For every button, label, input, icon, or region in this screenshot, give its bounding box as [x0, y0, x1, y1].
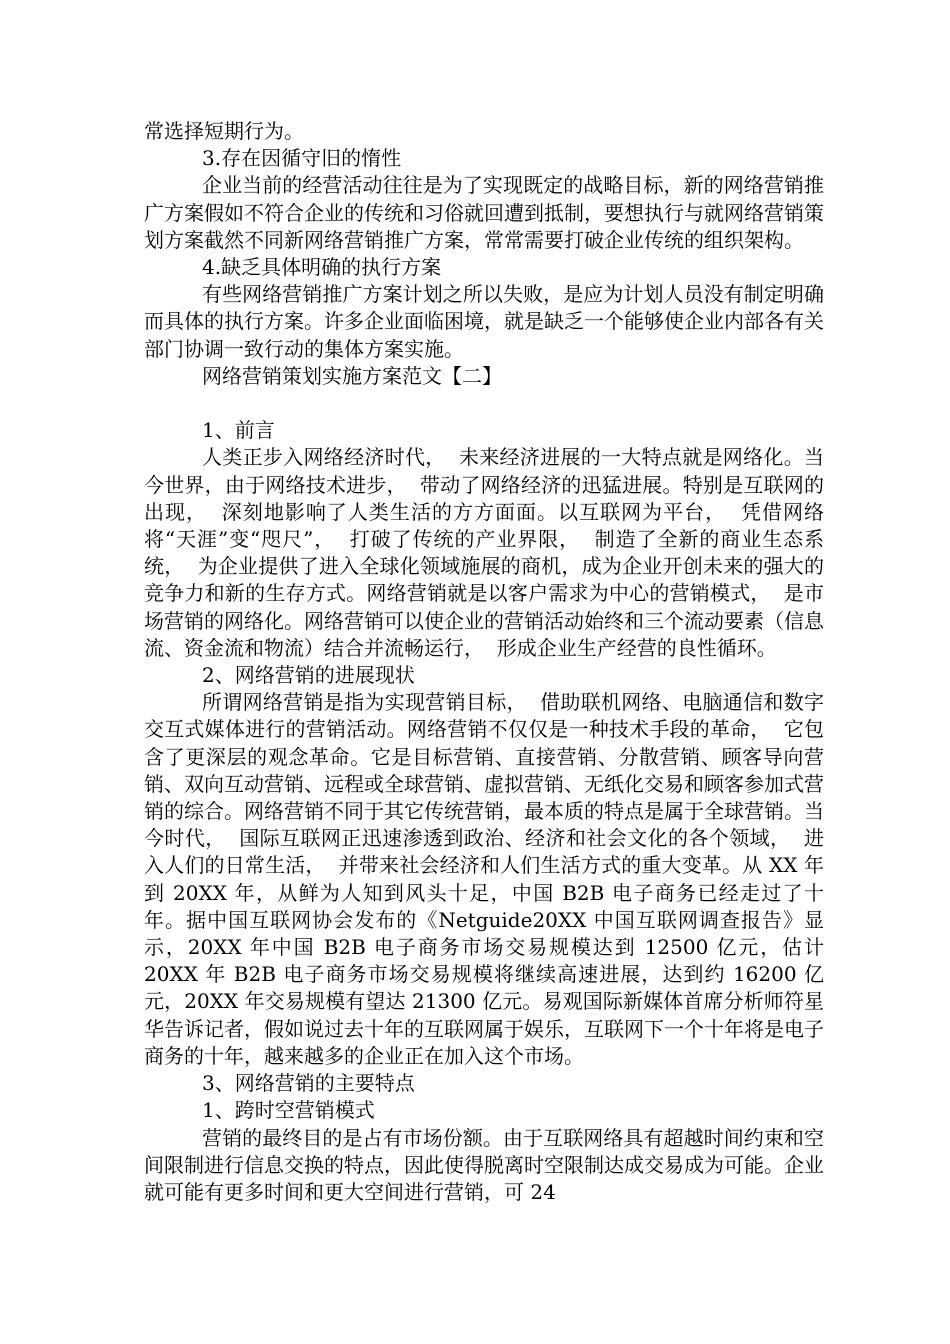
body-paragraph: 常选择短期行为。 — [144, 119, 304, 143]
section-heading: 3、网络营销的主要特点 — [202, 1071, 415, 1096]
section-heading: 1、前言 — [202, 418, 275, 443]
body-paragraph: 营销的最终目的是占有市场份额。由于互联网络具有超越时间约束和空间限制进行信息交换的特点，因此使得脱离时空限制达成交易成为可能。企业就可能有更多时间和更大空间进行营销，可 24 — [144, 1125, 824, 1204]
blank-line — [144, 390, 824, 417]
body-paragraph: 所谓网络营销是指为实现营销目标， 借助联机网络、电脑通信和数字交互式媒体进行的营销活动。网络营销不仅仅是一种技术手段的革命， 它包含了更深层的观念革命。它是目标营销、直接营销、分散营销、顾客导向营销、双向互动营销、远程或全球营销、虚拟营销、无纸化交易和顾客参加式营销的综合。网络营销不同于其它传统营销，最本质的特点是属于全球营销。当今时代， 国际互联网正迅速渗透到政治、经济和社会文化的各个领域， 进入人们的日常生活， 并带来社会经济和人们生活方式的重大变革。从 XX 年到 20XX 年，从鲜为人知到风头十足，中国 B2B 电子商务已经走过了十年。据中国互联网协会发布的《Netguide20XX 中国互联网调查报告》显示，20XX 年中国 B2B 电子商务市场交易规模达到 12500 亿元，估计 20XX 年 B2B 电子商务市场交易规模将继续高速进展，达到约 16200 亿元，20XX 年交易规模有望达 21300 亿元。易观国际新媒体首席分析师符星华告诉记者，假如说过去十年的互联网属于娱乐，互联网下一个十年将是电子商务的十年，越来越多的企业正在加入这个市场。 — [144, 690, 831, 1068]
body-paragraph: 有些网络营销推广方案计划之所以失败，是应为计划人员没有制定明确而具体的执行方案。许多企业面临困境，就是缺乏一个能够使企业内部各有关部门协调一致行动的集体方案实施。 — [144, 282, 824, 361]
subsection-heading: 1、跨时空营销模式 — [202, 1098, 375, 1123]
body-paragraph: 企业当前的经营活动往往是为了实现既定的战略目标，新的网络营销推广方案假如不符合企业的传统和习俗就回遭到抵制，要想执行与就网络营销策划方案截然不同新网络营销推广方案，常常需要打破企业传统的组织架构。 — [144, 173, 824, 252]
section-heading: 3.存在因循守旧的惰性 — [202, 146, 402, 171]
section-heading: 2、网络营销的进展现状 — [202, 663, 415, 688]
body-paragraph: 人类正步入网络经济时代， 未来经济进展的一大特点就是网络化。当今世界，由于网络技术进步， 带动了网络经济的迅猛进展。特别是互联网的出现， 深刻地影响了人类生活的方方面面。以互联网为平台， 凭借网络将“天涯”变“咫尺”， 打破了传统的产业界限， 制造了全新的商业生态系统， 为企业提供了进入全球化领域施展的商机，成为企业开创未来的强大的竞争力和新的生存方式。网络营销就是以客户需求为中心的营销模式， 是市场营销的网络化。网络营销可以使企业的营销活动始终和三个流动要素（信息流、资金流和物流）结合并流畅运行， 形成企业生产经营的良性循环。 — [144, 445, 824, 660]
document-page — [144, 118, 831, 1206]
section-heading: 4.缺乏具体明确的执行方案 — [202, 255, 442, 280]
document-subtitle: 网络营销策划实施方案范文【二】 — [202, 363, 502, 388]
